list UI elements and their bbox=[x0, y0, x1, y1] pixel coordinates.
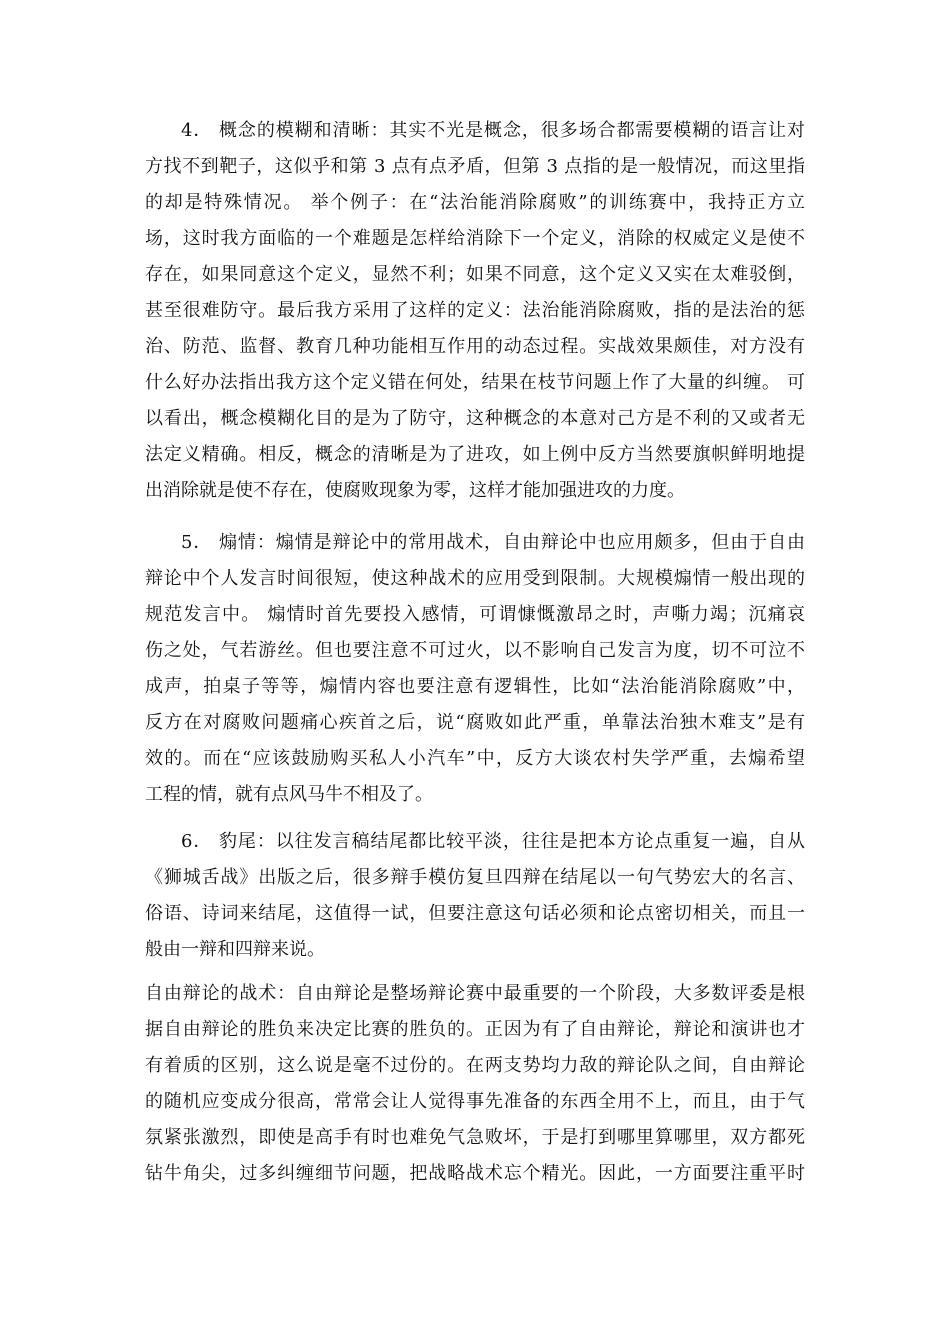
text-line: 甚至很难防守。最后我方采用了这样的定义：法治能消除腐败，指的是法治的惩 bbox=[145, 300, 805, 321]
text-line: 有着质的区别，这么说是毫不过份的。在两支势均力敌的辩论队之间，自由辩论 bbox=[145, 1055, 805, 1076]
text-line: 规范发言中。 煽情时首先要投入感情，可谓慷慨激昂之时，声嘶力竭；沉痛哀 bbox=[145, 604, 805, 625]
text-line: 反方在对腐败问题痛心疾首之后，说“腐败如此严重，单靠法治独木难支”是有 bbox=[145, 712, 805, 733]
text-line: 场，这时我方面临的一个难题是怎样给消除下一个定义，消除的权威定义是使不 bbox=[145, 228, 805, 249]
text-line: 的却是特殊情况。 举个例子：在“法治能消除腐败”的训练赛中，我持正方立 bbox=[145, 192, 805, 213]
text-line: 治、防范、监督、教育几种功能相互作用的动态过程。实战效果颇佳，对方没有 bbox=[145, 336, 805, 357]
text-line: 效的。而在“应该鼓励购买私人小汽车”中，反方大谈农村失学严重，去煽希望 bbox=[145, 748, 805, 769]
text-line: 《狮城舌战》出版之后，很多辩手模仿复旦四辩在结尾以一句气势宏大的名言、 bbox=[145, 867, 805, 888]
text-line: 钻牛角尖，过多纠缠细节问题，把战略战术忘个精光。因此，一方面要注重平时 bbox=[145, 1163, 805, 1184]
text-line: 成声，拍桌子等等，煽情内容也要注意有逻辑性，比如“法治能消除腐败”中， bbox=[145, 676, 805, 697]
text-line: 般由一辩和四辩来说。 bbox=[145, 939, 325, 960]
text-line: 出消除就是使不存在，使腐败现象为零，这样才能加强进攻的力度。 bbox=[145, 480, 685, 501]
text-line: 俗语、诗词来结尾，这值得一试，但要注意这句话必须和论点密切相关，而且一 bbox=[145, 903, 805, 924]
text-line: 氛紧张激烈，即使是高手有时也难免气急败坏，于是打到哪里算哪里，双方都死 bbox=[145, 1127, 805, 1148]
text-line: 什么好办法指出我方这个定义错在何处，结果在枝节问题上作了大量的纠缠。 可 bbox=[145, 372, 805, 393]
text-line: 5． 煽情：煽情是辩论中的常用战术，自由辩论中也应用颇多，但由于自由 bbox=[181, 532, 805, 553]
text-line: 法定义精确。相反，概念的清晰是为了进攻，如上例中反方当然要旗帜鲜明地提 bbox=[145, 444, 805, 465]
text-line: 存在，如果同意这个定义，显然不利；如果不同意，这个定义又实在太难驳倒， bbox=[145, 264, 805, 285]
text-line: 4． 概念的模糊和清晰：其实不光是概念，很多场合都需要模糊的语言让对 bbox=[181, 120, 805, 141]
text-line: 方找不到靶子，这似乎和第 3 点有点矛盾，但第 3 点指的是一般情况，而这里指 bbox=[145, 156, 805, 177]
text-line: 据自由辩论的胜负来决定比赛的胜负的。正因为有了自由辩论，辩论和演讲也才 bbox=[145, 1019, 805, 1040]
text-line: 6． 豹尾：以往发言稿结尾都比较平淡，往往是把本方论点重复一遍，自从 bbox=[181, 831, 805, 852]
text-line: 工程的情，就有点风马牛不相及了。 bbox=[145, 784, 433, 805]
text-line: 以看出，概念模糊化目的是为了防守，这种概念的本意对己方是不利的又或者无 bbox=[145, 408, 805, 429]
text-line: 辩论中个人发言时间很短，使这种战术的应用受到限制。大规模煽情一般出现的 bbox=[145, 568, 805, 589]
text-line: 的随机应变成分很高，常常会让人觉得事先准备的东西全用不上，而且，由于气 bbox=[145, 1091, 805, 1112]
text-line: 伤之处，气若游丝。但也要注意不可过火，以不影响自己发言为度，切不可泣不 bbox=[145, 640, 805, 661]
text-line: 自由辩论的战术：自由辩论是整场辩论赛中最重要的一个阶段，大多数评委是根 bbox=[145, 983, 805, 1004]
